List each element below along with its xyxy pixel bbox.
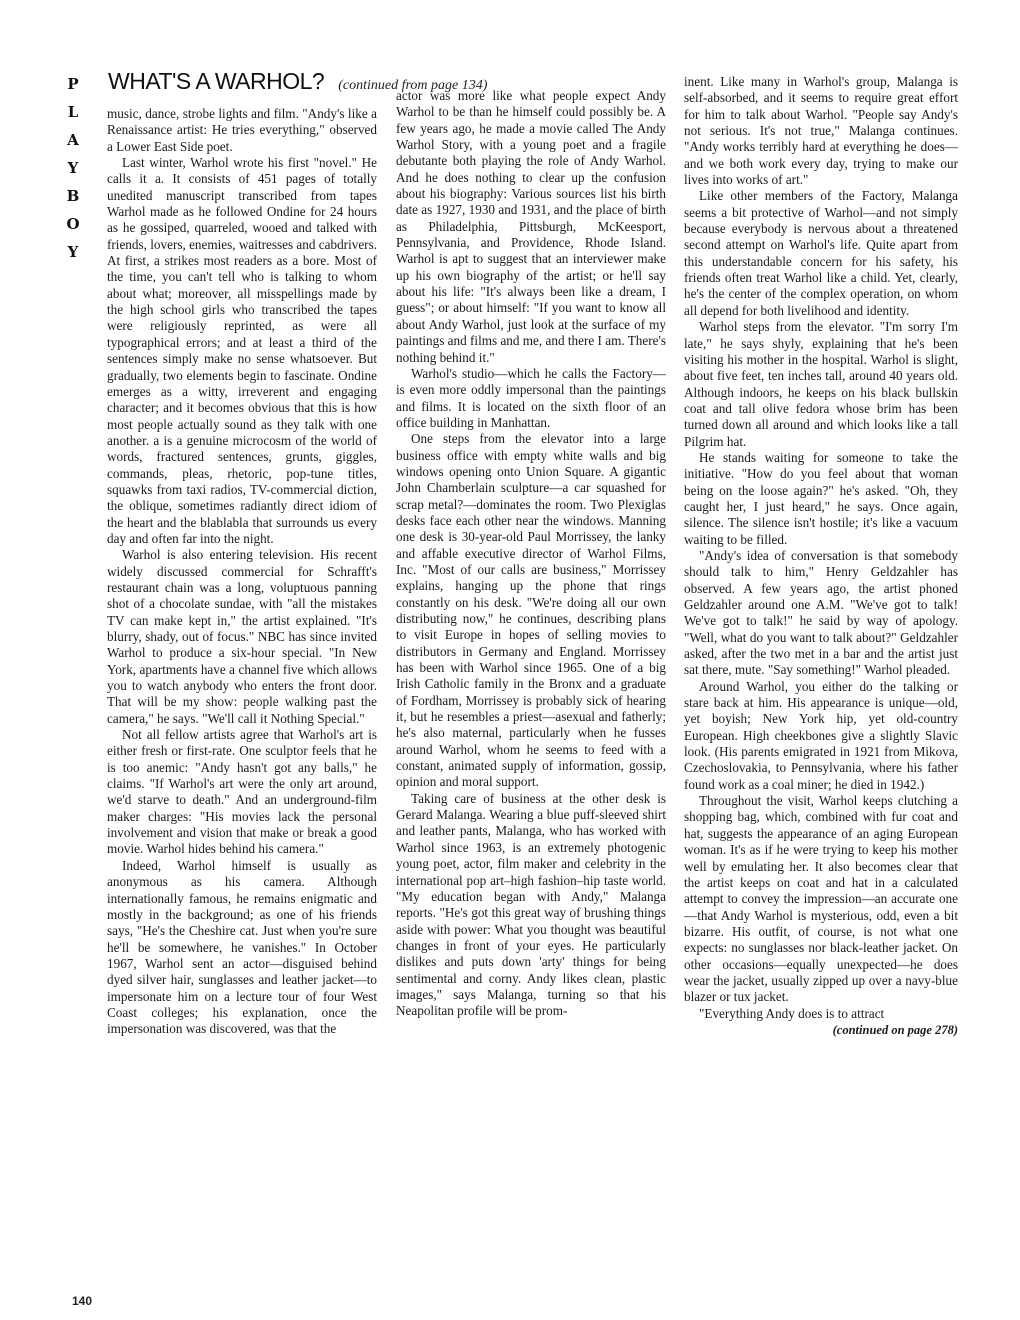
- paragraph: Like other members of the Factory, Malanga seems a bit protective of Warhol—and not simply because everybody is nervous about a threatened second attempt on Warhol's life. Quite apart from this understandable concern for his safety, his friends often treat Warhol like a child. Yet, clearly, he's the center of the complex operation, on whom all depend for both livelihood and identity.: [684, 188, 958, 318]
- masthead-letter: Y: [67, 159, 79, 177]
- paragraph: "Andy's idea of conversation is that somebody should talk to him," Henry Geldzahler has observed. A few years ago, the artist phoned Geldzahler around one A.M. "We've got to talk! We've got to talk!" he said by way of apology. "Well, what do you want to talk about?" Geldzahler asked, after the two met in a bar and the artist just sat there, mute. "Say something!" Warhol pleaded.: [684, 547, 958, 678]
- article-column-3: [684, 74, 958, 1038]
- paragraph: Warhol is also entering television. His recent widely discussed commercial for Schrafft's restaurant chain was a long, voluptuous panning shot of a chocolate sundae, with "all the mistakes TV can make kept in," the artist explained. "It's blurry, shady, out of focus." NBC has since invited Warhol to produce a six-hour special. "In New York, apartments have a channel five which allows you to watch anybody who enters the front door. That will be my show: people walking past the camera," he says. "We'll call it Nothing Special.": [107, 547, 377, 726]
- page-number: 140: [72, 1294, 93, 1308]
- headline-title: WHAT'S A WARHOL?: [108, 68, 325, 94]
- paragraph: He stands waiting for someone to take the initiative. "How do you feel about that woman being on the loose again?" he's asked. "Oh, they caught her, I just heard," he says. Once again, silence. The silence isn't hostile; it's like a vacuum waiting to be filled.: [684, 449, 958, 547]
- masthead-letter: O: [66, 215, 80, 233]
- paragraph: One steps from the elevator into a large business office with empty white walls and big windows opening onto Union Square. A gigantic John Chamberlain sculpture—a car squashed for scrap metal?—dominates the room. Two Plexiglas desks face each other near the windows. Manning one desk is 30-year-old Paul Morrissey, the lanky and affable executive director of Warhol Films, Inc. "Most of our calls are business," Morrissey explains, hanging up the phone that rings constantly on his desk. "We're doing all our own distributing now," he continues, describing plans to visit Europe in hopes of selling movies to distributors in Germany and England. Morrissey has been with Warhol since 1965. One of a big Irish Catholic family in the Bronx and a graduate of Fordham, Morrissey is probably sick of hearing it, but he resembles a priest—asexual and fatherly; he's also maternal, particularly when he fusses around Warhol, whom he seems to feed with a constant, animated supply of information, gossip, opinion and moral support.: [396, 431, 666, 790]
- masthead-letter: P: [67, 75, 79, 93]
- article-column-1: [107, 106, 377, 1038]
- paragraph: Warhol's studio—which he calls the Factory—is even more oddly impersonal than the paintings and films. It is located on the sixth floor of an office building in Manhattan.: [396, 365, 666, 430]
- paragraph: "Everything Andy does is to attract: [699, 1005, 885, 1021]
- paragraph: Indeed, Warhol himself is usually as anonymous as his camera. Although internationally famous, he remains enigmatic and mostly in the background; as one of his friends says, "He's the Cheshire cat. Just when you're sure he'll be somewhere, he vanishes." In October 1967, Warhol sent an actor—disguised behind dyed silver hair, sunglasses and leather jacket—to impersonate him on a lecture tour of four West Coast colleges; his explanation, once the impersonation was discovered, was that the: [107, 857, 377, 1037]
- paragraph: Last winter, Warhol wrote his first "novel." He calls it a. It consists of 451 pages of totally unedited manuscript transcribed from tapes Warhol made as he followed Ondine for 24 hours as he gossiped, quarreled, wooed and talked with friends, lovers, enemies, waitresses and cabdrivers. At first, a strikes most readers as a bore. Most of the time, you can't tell who is talking to whom about what; moreover, all misspellings made by the high school girls who transcribed the tapes were religiously reprinted, as were all typographical errors; and at least a third of the sentences simply make no sense whatsoever. But gradually, two elements begin to fascinate. Ondine emerges as a witty, irreverent and engaging character; and it becomes obvious that this is how most people actually sound as they talk with one another. a is a genuine microcosm of the world of words, fractured sentences, grunts, giggles, commands, pleas, rhetoric, pop-tune titles, squawks from taxi radios, TV-commercial diction, the oblique, sometimes radiantly direct idiom of the heart and the blablabla that surrounds us every day and often far into the night.: [107, 155, 377, 546]
- masthead-letter: A: [67, 131, 79, 149]
- continued-on-note: (continued on page 278): [832, 1022, 958, 1037]
- paragraph: Not all fellow artists agree that Warhol's art is either fresh or first-rate. One sculptor feels that he is too anemic: "Andy hasn't got any balls," he claims. "If Warhol's art were the only art around, we'd starve to death." And an underground-film maker charges: "His movies lack the personal involvement and vision that make or break a good movie. Warhol hides behind his camera.": [107, 727, 377, 857]
- masthead-letter: B: [66, 187, 80, 205]
- paragraph: Warhol steps from the elevator. "I'm sorry I'm late," he says shyly, explaining that he's been visiting his mother in the hospital. Warhol is slight, about five feet, ten inches tall, around 40 years old. Although indoors, he keeps on his black bullskin coat and tall olive fedora whose brim has been turned down all around and which looks like a tall Pilgrim hat.: [684, 319, 958, 449]
- masthead-letter: L: [67, 103, 79, 121]
- paragraph: Around Warhol, you either do the talking or stare back at him. His appearance is unique—old, yet boyish; New York hip, yet old-country European. High cheekbones give a slightly Slavic look. (His parents emigrated in 1921 from Mikova, Czechoslovakia, to Pennsylvania, where his father found work as a coal miner; he died in 1942.): [684, 678, 958, 792]
- paragraph: Throughout the visit, Warhol keeps clutching a shopping bag, which, combined with fur coat and hat, suggests the appearance of an aging European woman. It's as if he were trying to keep his mother well by emulating her. It also becomes clear that the artist keeps on coat and hat in a calculated attempt to convey the impression—an accurate one—that Andy Warhol is mysterious, odd, even a bit bizarre. His outfit, of course, is not what one expects: no sunglasses nor black-leather jacket. On other occasions—equally unexpected—he does wear the jacket, usually zipped up over a navy-blue blazer or tux jacket.: [684, 793, 958, 1005]
- paragraph: Taking care of business at the other desk is Gerard Malanga. Wearing a blue puff-sleeved shirt and leather pants, Malanga, who has worked with Warhol since 1963, is an extremely photogenic young poet, actor, film maker and celebrity in the international pop art–high fashion–hip taste world. "My education began with Andy," Malanga reports. "He's got this great way of brushing things aside with power: What you thought was beautiful changes in front of your eyes. He particularly dislikes and puts down 'arty' things for being sentimental and corny. Andy likes clean, plastic images," says Malanga, turning so that his Neapolitan profile will be prom-: [396, 790, 666, 1019]
- article-column-2: [396, 88, 666, 1020]
- continued-from-note: (continued from page 134): [338, 78, 488, 93]
- paragraph: inent. Like many in Warhol's group, Malanga is self-absorbed, and it seems to require great effort for him to talk about Warhol. "People say Andy's not serious. It's not true," Malanga continues. "Andy works terribly hard at everything he does—and we both work every day, trying to make our lives into works of art.": [684, 74, 958, 188]
- paragraph: music, dance, strobe lights and film. "Andy's like a Renaissance artist: He tries everything," observed a Lower East Side poet.: [107, 106, 377, 154]
- magazine-masthead: [62, 70, 84, 266]
- masthead-letter: Y: [67, 243, 79, 261]
- paragraph: actor was more like what people expect Andy Warhol to be than he himself could possibly be. A few years ago, he made a movie called The Andy Warhol Story, with a young poet and a fragile debutante both playing the role of Andy Warhol. And he does nothing to clear up the confusion about his biography: Various sources list his birth date as 1927, 1930 and 1931, and the place of birth as Philadelphia, Pittsburgh, McKeesport, Pennsylvania, and Providence, Rhode Island. Warhol is apt to suggest that an interviewer make up his own biography of the artist; or he'll say about his life: "It's always been like a dream, I guess"; or about himself: "If you want to know all about Andy Warhol, just look at the surface of my paintings and films and me, and there I am. There's nothing behind it.": [396, 88, 666, 365]
